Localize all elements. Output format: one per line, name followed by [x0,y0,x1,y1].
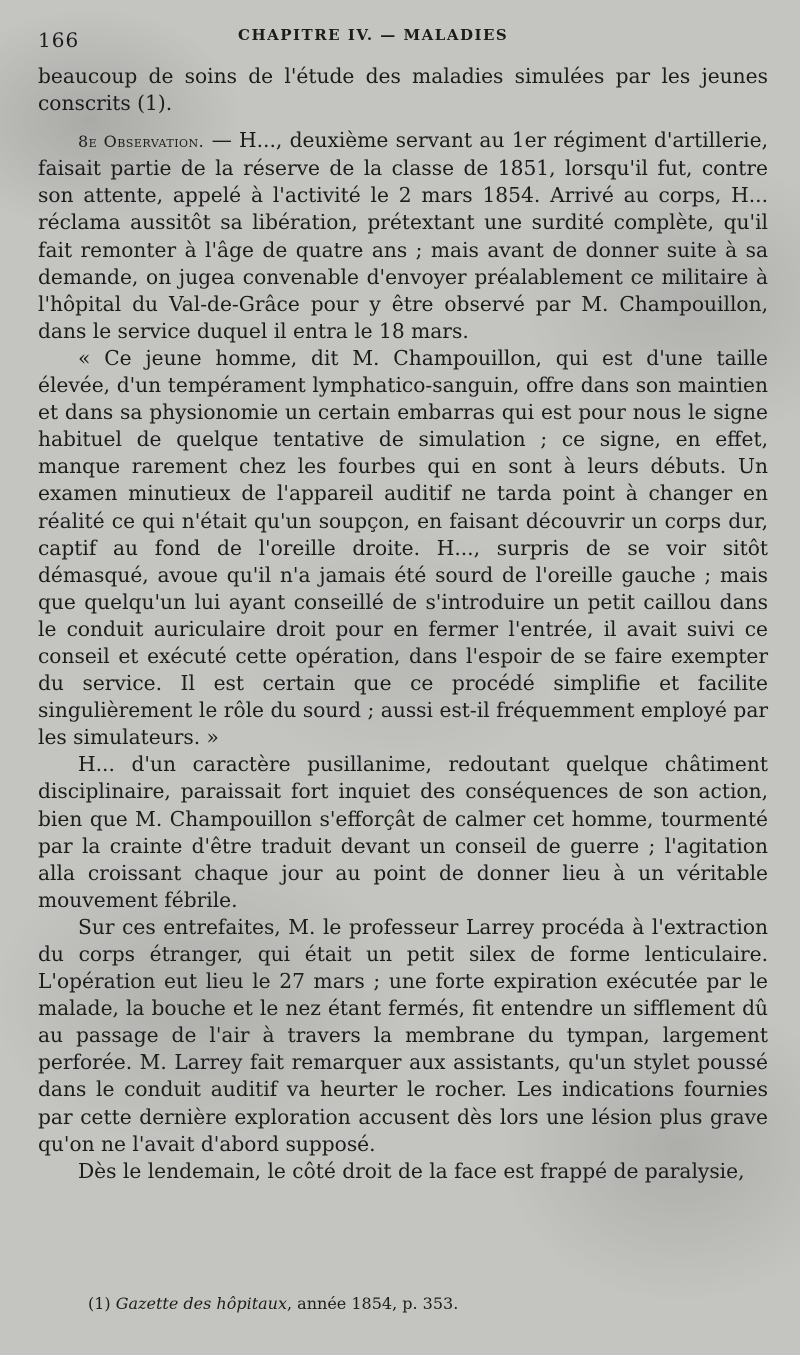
observation-label: 8e Observation. [78,132,205,152]
paragraph-paralysis: Dès le lendemain, le côté droit de la face est frappé de paralysie, [78,1158,745,1183]
observation-text: — H..., deuxième servant au 1er régiment d'artillerie, faisait partie de la réserve de la classe de 1851, lorsqu'il fut, contre son attente, appelé à l'activité le 2 mars 1854. Arrivé au corps, H... réclama aussitôt sa libération, prétextant une surdité complète, qu'il fait remonter à l'âge de quatre ans ; mais avant de donner suite à sa demande, on jugea convenable d'envoyer préalablement ce militaire à l'hôpital du Val-de-Grâce pour y être observé par M. Champouillon, dans le service duquel il entra le 18 mars. [38,128,768,343]
page-number: 166 [38,28,80,52]
paragraph-agitation: H... d'un caractère pusillanime, redoutant quelque châtiment disciplinaire, paraissait fort inquiet des conséquences de son action, bien que M. Champouillon s'efforçât de calmer cet homme, tourmenté par la crainte d'être traduit devant un conseil de guerre ; l'agitation alla croissant chaque jour au point de donner lieu à un véritable mouvement fébrile. [38,752,768,912]
body-text [38,63,768,1185]
footnote-marker: (1) [88,1294,111,1313]
paragraph-extraction: Sur ces entrefaites, M. le professeur Larrey procéda à l'extraction du corps étranger, qui était un petit silex de forme lenticulaire. L'opération eut lieu le 27 mars ; une forte expiration exécutée par le malade, la bouche et le nez étant fermés, fit entendre un sifflement dû au passage de l'air à travers la membrane du tympan, largement perforée. M. Larrey fait remarquer aux assistants, qu'un stylet poussé dans le conduit auditif va heurter le rocher. Les indications fournies par cette dernière exploration accusent dès lors une lésion plus grave qu'on ne l'avait d'abord supposé. [38,914,768,1156]
running-head: CHAPITRE IV. — MALADIES [238,26,509,44]
paragraph-observation [38,127,768,345]
paragraph-continuation: beaucoup de soins de l'étude des maladies simulées par les jeunes conscrits (1). [38,64,768,116]
paragraph-quote: « Ce jeune homme, dit M. Champouillon, qui est d'une taille élevée, d'un tempérament lymphatico-sanguin, offre dans son maintien et dans sa physionomie un certain embarras qui est pour nous le signe habituel de quelque tentative de simulation ; ce signe, en effet, manque rarement chez les fourbes qui en sont à leurs débuts. Un examen minutieux de l'appareil auditif ne tarda point à changer en réalité ce qui n'était qu'un soupçon, en faisant découvrir un corps dur, captif au fond de l'oreille droite. H..., surpris de se voir sitôt démasqué, avoue qu'il n'a jamais été sourd de l'oreille gauche ; mais que quelqu'un lui ayant conseillé de s'introduire un petit caillou dans le conduit auriculaire droit pour en fermer l'entrée, il avait suivi ce conseil et exécuté cette opération, dans l'espoir de se faire exempter du service. Il est certain que ce procédé simplifie et facilite singulièrement le rôle du sourd ; aussi est-il fréquemment employé par les simulateurs. » [38,345,768,750]
page-header [38,24,758,52]
footnote [88,1293,768,1315]
footnote-source: Gazette des hôpitaux [115,1294,287,1313]
footnote-rest: , année 1854, p. 353. [287,1294,459,1313]
